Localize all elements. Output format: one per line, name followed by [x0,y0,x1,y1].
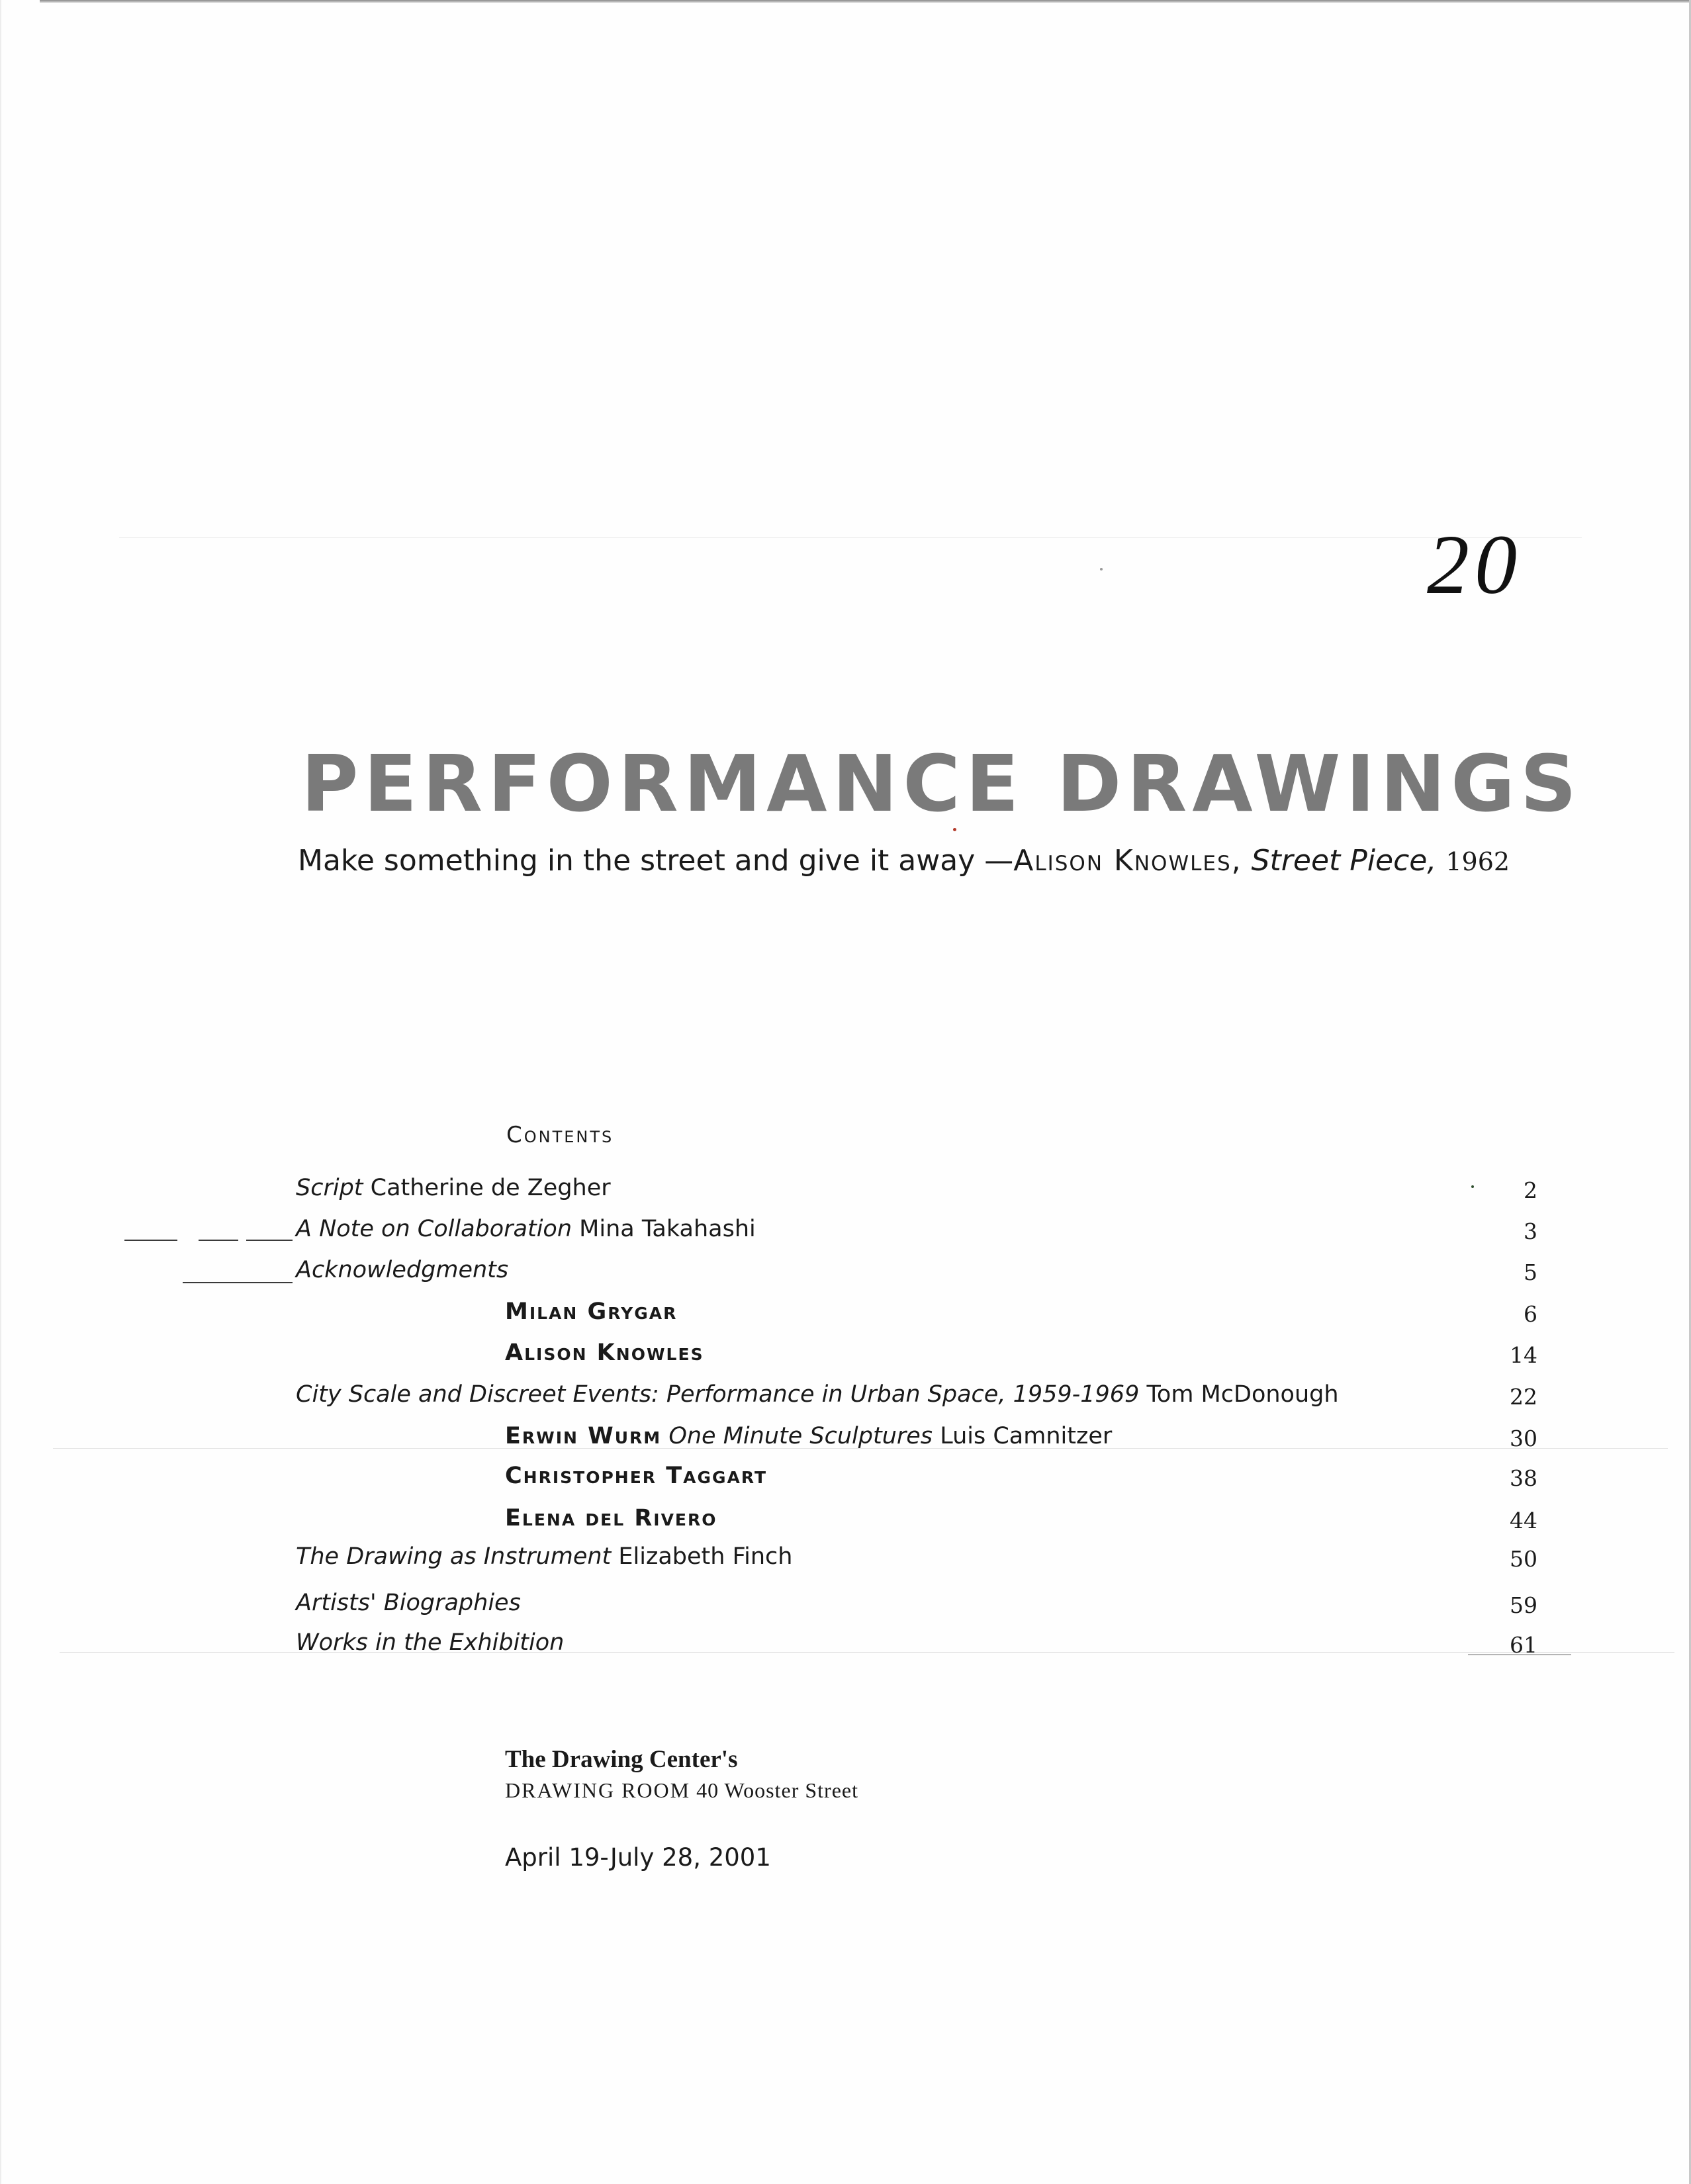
toc-page-number: 38 [1510,1465,1537,1491]
toc-entry [0,1298,1691,1336]
toc-page-number: 6 [1524,1301,1537,1327]
toc-page-number: 14 [1510,1342,1537,1368]
toc-page-number: 50 [1510,1546,1537,1572]
scan-dash [246,1240,293,1241]
issue-number: 20 [1427,518,1522,612]
toc-entry-artist: Elena del Rivero [505,1505,717,1531]
toc-entry-author: Catherine de Zegher [370,1175,611,1201]
epigraph-work: Street Piece, [1251,844,1437,878]
toc-entry-title: Works in the Exhibition [296,1629,565,1656]
toc-entry [0,1381,1691,1418]
venue-room: DRAWING ROOM [505,1778,691,1802]
toc-entry-artist: Christopher Taggart [505,1463,768,1489]
toc-entry-artist: Alison Knowles [505,1340,704,1366]
toc-entry [0,1590,1691,1627]
toc-entry-text [296,1381,1339,1408]
scan-dash [124,1240,177,1241]
toc-entry-artist: Milan Grygar [505,1298,678,1325]
toc-entry [0,1257,1691,1294]
epigraph [298,844,1510,878]
toc-entry [0,1505,1691,1542]
toc-entry-title: The Drawing as Instrument [296,1543,612,1570]
toc-entry-title: A Note on Collaboration [296,1216,572,1242]
toc-entry-title: Script [296,1175,363,1201]
toc-entry-title: One Minute Sculptures [668,1423,933,1449]
toc-entry-author: Elizabeth Finch [618,1543,793,1570]
epigraph-text: Make something in the street and give it away — [298,844,1014,878]
toc-page-number: 22 [1510,1384,1537,1410]
toc-entry-title: Artists' Biographies [296,1590,521,1616]
toc-page-number: 61 [1510,1632,1537,1658]
exhibition-dates: April 19-July 28, 2001 [505,1843,771,1872]
toc-entry [0,1543,1691,1580]
toc-entry-text [505,1340,704,1366]
toc-page-number: 30 [1510,1426,1537,1451]
contents-heading: Contents [506,1122,614,1148]
toc-entry [0,1463,1691,1500]
toc-entry-title: City Scale and Discreet Events: Performance in Urban Space, 1959-1969 [296,1381,1140,1408]
toc-entry-text [296,1257,508,1283]
scan-dash [199,1240,238,1241]
toc-entry-author: Mina Takahashi [579,1216,756,1242]
scan-edge-left [0,0,1,2184]
venue-name: The Drawing Center's [505,1746,738,1773]
toc-entry-author: Tom McDonough [1146,1381,1339,1408]
toc-entry [0,1175,1691,1212]
toc-entry-text [296,1175,611,1201]
toc-entry [0,1216,1691,1253]
toc-entry-text [505,1463,767,1489]
toc-entry-text [505,1423,1112,1449]
scan-edge-top [40,0,1691,3]
scan-dash [183,1282,293,1283]
toc-entry-text [505,1505,717,1531]
toc-entry-author: Luis Camnitzer [940,1423,1113,1449]
toc-entry [0,1340,1691,1377]
toc-entry [0,1629,1691,1666]
toc-entry [0,1423,1691,1460]
toc-page-number: 59 [1510,1592,1537,1618]
scan-speck [1100,568,1103,570]
toc-entry-text [505,1298,677,1325]
toc-entry-artist: Erwin Wurm [505,1423,662,1449]
toc-entry-title: Acknowledgments [296,1257,509,1283]
epigraph-year: 1962 [1445,847,1510,876]
toc-page-number: 44 [1510,1508,1537,1533]
venue-address [505,1776,858,1805]
toc-entry-text [296,1629,564,1656]
toc-page-number: 5 [1524,1259,1537,1285]
toc-entry-text [296,1216,756,1242]
venue-block [505,1744,858,1805]
toc-page-number: 3 [1524,1218,1537,1244]
toc-entry-text [296,1543,793,1570]
epigraph-author: Alison Knowles, [1013,844,1242,878]
toc-entry-text [296,1590,521,1616]
page-title: PERFORMANCE DRAWINGS [301,738,1582,829]
toc-page-number: 2 [1524,1177,1537,1203]
venue-street: 40 Wooster Street [696,1778,858,1802]
